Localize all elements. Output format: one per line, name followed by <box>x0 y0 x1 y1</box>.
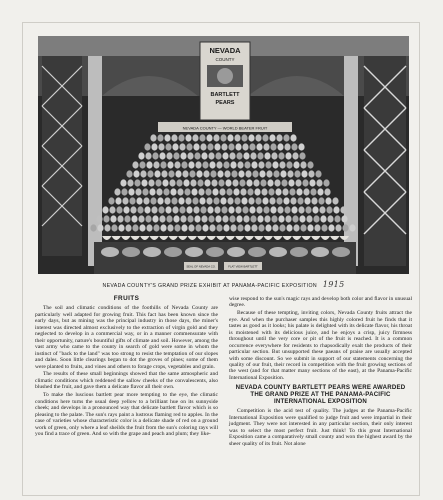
grand-prize-heading: NEVADA COUNTY BARTLETT PEARS WERE AWARDED THE GRAND PRIZE AT THE PANAMA-PACIFIC INTERNATIONAL EXPOSITION <box>235 384 406 406</box>
right-paragraph-2: Because of these tempting, inviting colors, Nevada County fruits attract the eye. And when the purchaser samples this highly colored fruit he finds that it tastes as good as it looks; his palate is delighted with its delicate flavor, his throat is moistened with its delicious juice, and he enjoys a crisp, juicy firmness throughout until the very core or pit of the fruit is reached. It is a common occurrence everywhere for residents to rhapsodically exalt the products of their particular section. But unsupported these paeans of praise are usually accepted with some discount. So we submit in support of our statements concerning the quality of our fruit, their record in competition with the fruit growing sections of the west (and for that matter many sections of the east), at the Panama-Pacific International Exposition. <box>229 310 412 381</box>
left-paragraph-1: The soil and climatic conditions of the foothills of Nevada County are particularly well adapted for growing fruit. This fact has been known since the early days, but as mining was the principal industry in those days, the miner's interest was directed almost exclusively to the extraction of virgin gold and they neglected to develop in a commercial way, or in a manner commensurate with their opportunity, nature's bountiful gifts of climate and soil. However, among the vast army who came to the county in search of gold were some in whom the instinct of "back to the land" was too strong to resist the temptation of our slopes and dales. Soon little clearings began to dot the groves of pines; some of them were planted to fruits, and vines and others to forage crops, vegetables and grain. <box>35 305 218 370</box>
bottom-label-right: FLAT VIEW BARTLETT <box>228 264 258 269</box>
right-paragraph-3: Competition is the acid test of quality. The judges at the Panama-Pacific International Exposition were qualified to judge fruit and were impartial in their judgment. They were not interested in any particular section, their only interest was to select the most perfect fruit. Just think! To this great International Exposition came a comparatively small county and won the highest award by the sheer quality of its fruit. Not alone <box>229 408 412 447</box>
left-lattice-panel <box>42 56 82 256</box>
caption-text: NEVADA COUNTY'S GRAND PRIZE EXHIBIT AT PANAMA-PACIFIC EXPOSITION <box>102 283 317 289</box>
exhibit-photo <box>38 36 409 274</box>
sign-pears-text: PEARS <box>215 100 235 106</box>
right-paragraph-1: wise respond to the sun's magic rays and develop both color and flavor in unusual degree. <box>229 296 412 309</box>
nevada-county-sign <box>200 42 250 120</box>
sign-nevada-text: NEVADA <box>209 46 241 55</box>
right-lattice-panel <box>364 56 406 266</box>
left-paragraph-2: The results of these small beginnings showed that the same atmospheric and climatic conditions which reddened the sallow cheeks of the convalescents, also blushed the fruit, and gave them a delicate flavor all their own. <box>35 371 218 391</box>
photo-caption <box>38 280 409 289</box>
left-paragraph-3: To make the luscious bartlett pear more tempting to the eye, the climatic conditions here turns the usual deep yellow to a brilliant hue on its sunnyside cheek; and develops in a pronounced way that delicate bartlett flavor which is so pleasing to the palate. The sun's rays paint a lustrous flaming red to apples. In the case of varieties whose characteristic color is a delicate shade of red on a ground work of green, only where a leaf sheilds the fruit from the sun's coloring rays will you find a trace of green. And so with the grape and peach and plum; they like- <box>35 392 218 438</box>
banner-text: NEVADA COUNTY — WORLD BEATER FRUIT <box>182 125 268 131</box>
left-column <box>35 296 218 439</box>
right-column <box>229 296 412 449</box>
sign-county-text: COUNTY <box>215 57 235 62</box>
caption-year: 1915 <box>322 280 345 289</box>
fruits-heading: FRUITS <box>113 295 140 302</box>
sign-bartlett-text: BARTLETT <box>210 92 240 98</box>
bottom-label-left: SEAL OF NEVADA CO. <box>186 264 216 269</box>
